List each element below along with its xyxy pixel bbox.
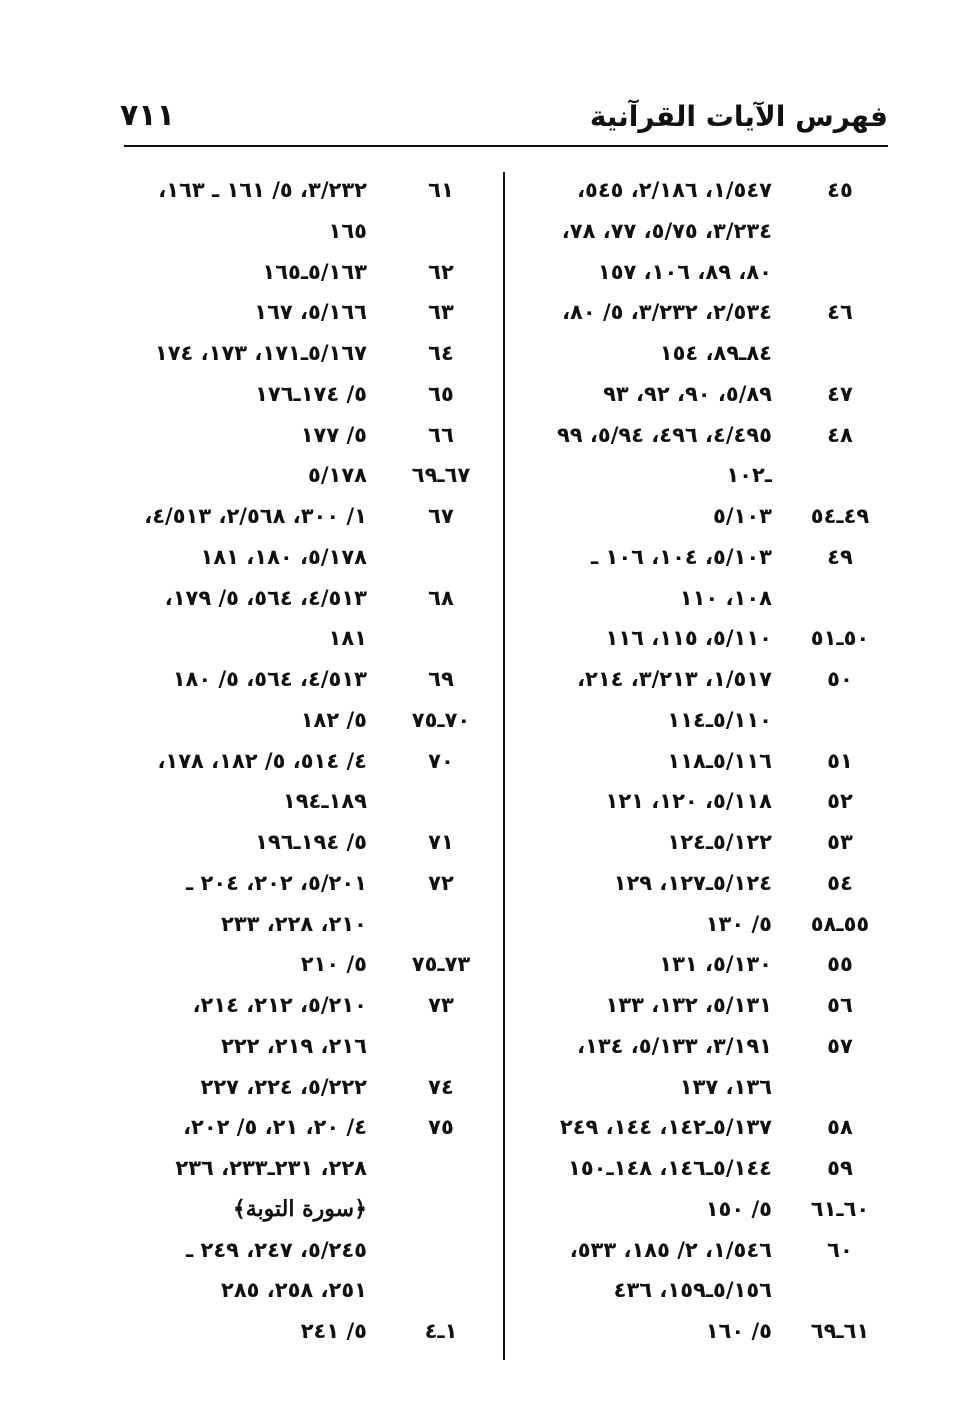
page-references: ٢١٦، ٢١٩، ٢٢٢ [221,1033,367,1058]
verse-number: ٦٧ـ٦٩ [411,463,471,488]
verse-number: ٥٢ [827,789,853,814]
page-references: ٥/١٠٣ [713,504,772,528]
page-references: ٥/ ١٥٠ [705,1196,772,1221]
index-entry-row [110,374,495,415]
verse-number: ٦٤ [428,341,454,365]
index-entry-row [510,822,890,863]
page-references: ٥/٨٩، ٩٠، ٩٢، ٩٣ [603,381,772,406]
page-references: ٥/١٧٨، ١٨٠، ١٨١ [200,544,367,569]
page-references: ٥/ ٢٤١ [300,1319,367,1343]
index-entry-row [510,863,890,904]
index-entry-row [110,1107,495,1148]
page-references: ٤/٤٩٥، ٤٩٦، ٥/٩٤، ٩٩ [556,422,772,447]
index-entry-row [510,1230,890,1271]
verse-number: ٧٣ [428,993,454,1017]
page-references: ٥/١٣٧ـ١٤٢، ١٤٤، ٢٤٩ [559,1115,772,1140]
page-references: ١/ ٣٠٠، ٢/٥٦٨، ٤/٥١٣، [144,504,367,528]
page-references: ٥/١٦٣ـ١٦٥ [262,259,367,284]
page-references: ٥/ ١٨٢ [300,707,367,732]
verse-number: ٤٩ـ٥٤ [810,504,870,528]
verse-number: ٥٥ـ٥٨ [810,911,870,936]
index-entry-row [110,292,495,333]
page-references: ٥/١٢٢ـ١٢٤ [667,830,772,854]
page-references: ٥/٢٢٢، ٢٢٤، ٢٢٧ [200,1074,367,1099]
verse-number: ٥٤ [827,870,853,895]
index-entry-row [110,659,495,700]
index-entry-row [110,1230,495,1271]
index-entry-row [110,1270,495,1311]
index-entry-row [510,904,890,945]
index-entry-row [510,292,890,333]
page-references: ٣/٢٣٤، ٥/٧٥، ٧٧، ٧٨، [561,218,772,243]
page-references: ١٦٥ [328,218,367,243]
index-entry-row [110,537,495,578]
page-references: ٣/١٩١، ٥/١٣٣، ١٣٤، [577,1033,772,1058]
index-entry-row [510,252,890,293]
verse-number: ١ـ٤ [424,1319,458,1343]
index-entry-row [510,578,890,619]
page-references: ـ١٠٢ [726,463,772,488]
page-references: ٥/ ١٦٠ [705,1319,772,1343]
surah-heading: ﴿سورة التوبة﴾ [232,1195,367,1222]
index-entry-row [510,211,890,252]
verse-number: ٦١ [428,178,454,202]
verse-number: ٦٦ [428,422,454,447]
verse-number: ٤٩ [827,544,853,569]
verse-number: ٦٣ [428,300,454,325]
index-entry-row [110,741,495,782]
page-references: ٥/١٢٤ـ١٢٧، ١٢٩ [613,870,772,895]
page-references: ٥/٢٤٥، ٢٤٧، ٢٤٩ ـ [186,1237,367,1262]
running-title: فهرس الآيات القرآنية [589,100,888,133]
page-references: ٥/١٧٨ [308,463,367,488]
index-entry-row [110,1189,495,1230]
page-references: ١٨١ [328,626,367,651]
index-entry-row [510,1148,890,1189]
verse-number: ٥٨ [827,1115,853,1140]
page-references: ١/٥٤٧، ٢/١٨٦، ٥٤٥، [577,178,772,202]
page-references: ٥/١١٦ـ١١٨ [667,748,772,773]
verse-number: ٦٨ [428,585,454,610]
verse-number: ٤٧ [827,381,853,406]
page-references: ٥/١٥٦ـ١٥٩، ٤٣٦ [613,1278,772,1303]
page-references: ٥/ ١٣٠ [705,911,772,936]
index-entry-row [110,1026,495,1067]
verse-number: ٦٠ [827,1237,853,1262]
index-entry-row [510,944,890,985]
page-header [120,92,888,142]
page-references: ٥/ ١٧٧ [300,422,367,447]
verse-number: ٧١ [428,830,454,854]
verse-number: ٦٧ [428,504,454,528]
page-references: ٨٠، ٨٩، ١٠٦، ١٥٧ [597,259,772,284]
index-entry-row [110,252,495,293]
index-entry-row [110,863,495,904]
page-references: ٢١٠، ٢٢٨، ٢٣٣ [221,911,367,936]
index-entry-row [510,700,890,741]
page-references: ٤/٥١٣، ٥٦٤، ٥/ ١٨٠ [172,667,367,691]
verse-number: ٦٢ [428,259,454,284]
page-references: ٥/١١٠ـ١١٤ [667,707,772,732]
page-references: ٢٥١، ٢٥٨، ٢٨٥ [221,1278,367,1303]
index-entry-row [110,211,495,252]
page-references: ٢٢٨، ٢٣١ـ٢٣٣، ٢٣٦ [175,1156,367,1180]
index-entry-row [510,741,890,782]
page-references: ٤/ ٥١٤، ٥/ ١٨٢، ١٧٨، [157,748,367,773]
page-references: ٥/٢١٠، ٢١٢، ٢١٤، [192,993,367,1017]
index-entry-row [510,781,890,822]
index-entry-row [110,1148,495,1189]
index-entry-row [110,333,495,374]
verse-number: ٧٥ [428,1115,454,1140]
index-entry-row [110,904,495,945]
index-entry-row [110,781,495,822]
index-entry-row [110,455,495,496]
page-references: ٥/١٣١، ١٣٢، ١٣٣ [605,993,772,1017]
index-entry-row [510,1067,890,1108]
verse-number: ٤٨ [827,422,853,447]
index-entry-row [510,1270,890,1311]
page-references: ٥/٢٠١، ٢٠٢، ٢٠٤ ـ [186,870,367,895]
index-entry-row [510,374,890,415]
index-entry-row [510,618,890,659]
page-references: ١/٥٤٦، ٢/ ١٨٥، ٥٣٣، [569,1237,772,1262]
verse-number: ٧٣ـ٧٥ [411,952,471,977]
index-entry-row [510,985,890,1026]
verse-number: ٤٥ [827,178,853,202]
index-entry-row [510,1026,890,1067]
page-references: ٥/١٣٠، ١٣١ [659,952,772,977]
index-entry-row [110,618,495,659]
page-references: ١٨٩ـ١٩٤ [282,789,367,814]
verse-number: ٦٥ [428,381,454,406]
verse-number: ٥٥ [827,952,853,977]
index-entry-row [110,822,495,863]
header-rule [124,145,888,147]
page-references: ٥/ ١٩٤ـ١٩٦ [255,830,367,854]
index-entry-row [510,1107,890,1148]
verse-number: ٥٠ [827,667,853,691]
index-entry-row [110,985,495,1026]
verse-number: ٧٢ [428,870,454,895]
column-divider [503,172,505,1360]
index-entry-row [110,578,495,619]
page-references: ٥/١١٠، ١١٥، ١١٦ [605,626,772,651]
index-entry-row [510,1189,890,1230]
left-column [110,170,495,1352]
index-entry-row [510,659,890,700]
verse-number: ٥٠ـ٥١ [810,626,870,651]
index-entry-row [510,415,890,456]
page-references: ٥/١٠٣، ١٠٤، ١٠٦ ـ [591,544,772,569]
page-references: ١٠٨، ١١٠ [679,585,772,610]
page-references: ٢/٥٣٤، ٣/٢٣٢، ٥/ ٨٠، [562,300,772,325]
verse-number: ٧٠ [428,748,454,773]
index-entry-row [110,415,495,456]
index-entry-row [110,1067,495,1108]
index-entry-row [510,455,890,496]
index-entry-row [110,700,495,741]
right-column [510,170,890,1352]
page-references: ٥/ ١٧٤ـ١٧٦ [255,381,367,406]
index-entry-row [110,496,495,537]
verse-number: ٥٣ [827,830,853,854]
verse-number: ٥٩ [827,1156,853,1180]
verse-number: ٥٦ [827,993,853,1017]
page-references: ٣/٢٣٢، ٥/ ١٦١ ـ ١٦٣، [158,178,367,202]
verse-number: ٧٤ [428,1074,454,1099]
page-number: ٧١١ [120,98,175,133]
verse-number: ٦٠ـ٦١ [810,1196,870,1221]
index-entry-row [510,496,890,537]
page-references: ١٣٦، ١٣٧ [679,1074,772,1099]
index-entry-row [510,1311,890,1352]
page-references: ١/٥١٧، ٣/٢١٣، ٢١٤، [577,667,772,691]
page-references: ٥/١٦٧ـ١٧١، ١٧٣، ١٧٤ [154,341,367,365]
index-entry-row [510,333,890,374]
page-references: ٤/ ٢٠، ٢١، ٥/ ٢٠٢، [183,1115,367,1140]
verse-number: ٤٦ [827,300,853,325]
verse-number: ٥١ [827,748,853,773]
verse-number: ٦٩ [428,667,454,691]
page-references: ٤/٥١٣، ٥٦٤، ٥/ ١٧٩، [164,585,367,610]
index-entry-row [510,170,890,211]
page-references: ٥/١٤٤ـ١٤٦، ١٤٨ـ١٥٠ [568,1156,772,1180]
index-entry-row [510,537,890,578]
verse-number: ٥٧ [827,1033,853,1058]
verse-number: ٦١ـ٦٩ [810,1319,870,1343]
index-entry-row [110,1311,495,1352]
index-entry-row [110,944,495,985]
page-references: ٥/١٦٦، ١٦٧ [254,300,367,325]
index-entry-row [110,170,495,211]
page-references: ٥/ ٢١٠ [300,952,367,977]
page-references: ٥/١١٨، ١٢٠، ١٢١ [605,789,772,814]
verse-number: ٧٠ـ٧٥ [411,707,471,732]
page-references: ٨٤ـ٨٩، ١٥٤ [659,341,772,365]
